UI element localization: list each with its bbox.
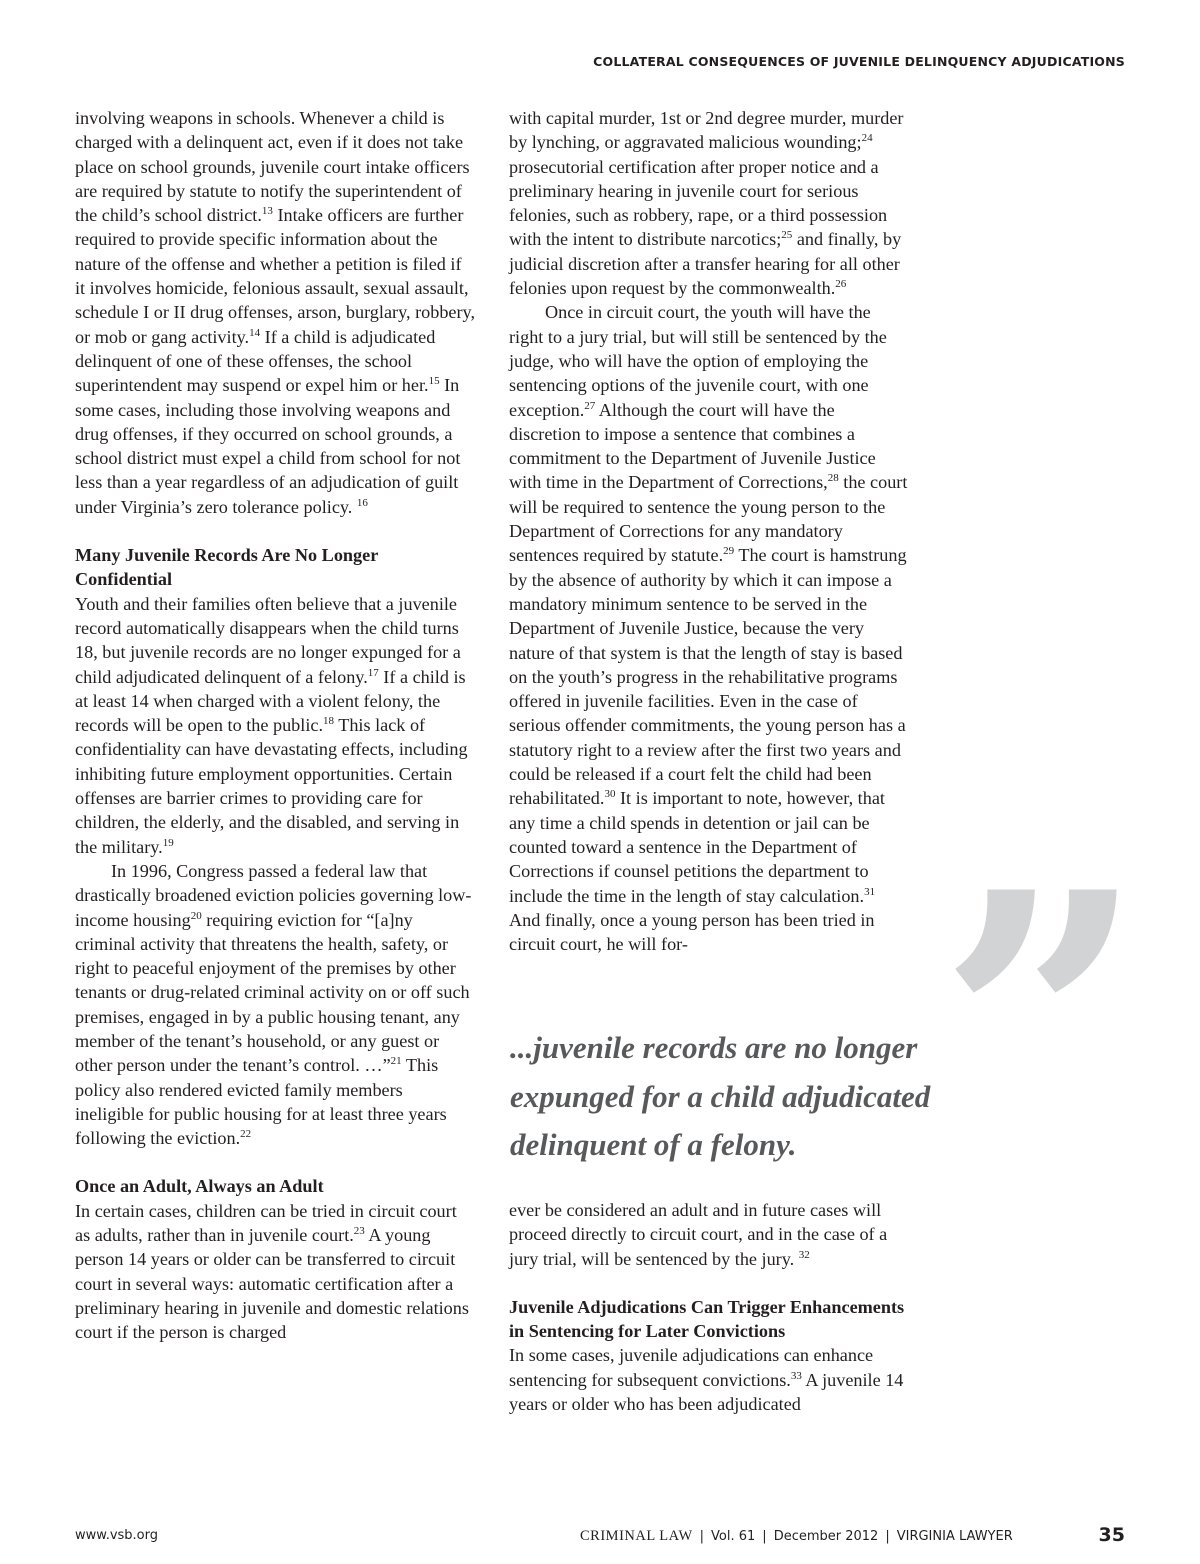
section-heading: Once an Adult, Always an Adult — [75, 1176, 324, 1197]
paragraph: In some cases, juvenile adjudications can enhance sentencing for subsequent convictions.$^{33}$ A juvenile 14 years or older who has been adjudicated — [509, 1345, 904, 1415]
paragraph: In certain cases, children can be tried in circuit court as adults, rather than in juvenile court.$^{23}$ A young person 14 years or older can be transferred to circuit court in several ways: automatic certification after a preliminary hearing in juvenile and domestic relations court if the person is charged — [75, 1200, 469, 1343]
page-number: 35 — [1098, 1524, 1125, 1546]
separator: | — [885, 1529, 890, 1544]
footer-url[interactable]: www.vsb.org — [75, 1528, 159, 1543]
footnote-ref: 16 — [356, 496, 368, 509]
footnote-ref: 27 — [584, 399, 596, 412]
footnote-ref: 19 — [162, 836, 174, 849]
left-column — [75, 106, 475, 1345]
separator: | — [762, 1529, 767, 1544]
right-column-continued — [509, 1198, 909, 1416]
section-heading: Juvenile Adjudications Can Trigger Enhancements in Sentencing for Later Convictions — [509, 1296, 905, 1342]
footnote-ref: 24 — [861, 132, 873, 145]
footnote-ref: 23 — [353, 1225, 365, 1238]
right-column — [509, 106, 909, 956]
paragraph: involving weapons in schools. Whenever a child is charged with a delinquent act, even if it does not take place on school grounds, juvenile court intake officers are required by statute to notify the superintendent of the child’s school district.$^{13}$ Intake officers are further required to provide specific information about the nature of the offense and whether a petition is filed if it involves homicide, felonious assault, sexual assault, schedule I or II drug offenses, arson, burglary, robbery, or mob or gang activity.$^{14}$ If a child is adjudicated delinquent of one of these offenses, the school superintendent may suspend or expel him or her.$^{15}$ In some cases, including those involving weapons and drug offenses, if they occurred on school grounds, a school district must expel a child from school for not less than a year regardless of an adjudication of guilt under Virginia’s zero tolerance policy. $^{16}$ — [75, 108, 475, 517]
footnote-ref: 22 — [240, 1128, 252, 1141]
footnote-ref: 30 — [604, 788, 616, 801]
footer-publication: VIRGINIA LAWYER — [896, 1529, 1013, 1544]
footer-section: CRIMINAL LAW — [580, 1528, 693, 1544]
footer-volume: Vol. 61 — [711, 1529, 756, 1544]
footnote-ref: 13 — [261, 205, 273, 218]
quote-mark-icon: ” — [938, 814, 1146, 1237]
footnote-ref: 15 — [428, 375, 440, 388]
footnote-ref: 29 — [723, 545, 735, 558]
footnote-ref: 21 — [390, 1055, 402, 1068]
separator: | — [699, 1529, 705, 1544]
footnote-ref: 28 — [827, 472, 839, 485]
section-heading: Many Juvenile Records Are No Longer Confidential — [75, 545, 378, 590]
footnote-ref: 32 — [798, 1248, 810, 1261]
footer-date: December 2012 — [773, 1529, 879, 1544]
footnote-ref: 26 — [835, 278, 847, 291]
paragraph: In 1996, Congress passed a federal law that drastically broadened eviction policies governing low-income housing$^{20}$ requiring eviction for “[a]ny criminal activity that threatens the health, safety, or right to peaceful enjoyment of the premises by other tenants or drug-related criminal activity on or off such premises, engaged in by a public housing tenant, any member of the tenant’s household, or any guest or other person under the tenant’s control. …”$^{21}$ This policy also rendered evicted family members ineligible for public housing for at least three years following the eviction.$^{22}$ — [75, 860, 472, 1149]
footnote-ref: 31 — [864, 885, 876, 898]
footnote-ref: 33 — [790, 1369, 802, 1382]
footnote-ref: 18 — [323, 715, 334, 728]
footnote-ref: 17 — [367, 666, 379, 679]
pull-quote: ...juvenile records are no longer expunged for a child adjudicated delinquent of a felony. — [510, 1030, 931, 1162]
paragraph: Youth and their families often believe that a juvenile record automatically disappears when the child turns 18, but juvenile records are no longer expunged for a child adjudicated delinquent of a felony.$^{17}$ If a child is at least 14 when charged with a violent felony, the records will be open to the public.$^{18}$ This lack of confidentiality can have devastating effects, including inhibiting future employment opportunities. Certain offenses are barrier crimes to providing care for children, the elderly, and the disabled, and serving in the military.$^{19}$ — [75, 593, 468, 857]
paragraph: with capital murder, 1st or 2nd degree murder, murder by lynching, or aggravated malicious wounding;$^{24}$ prosecutorial certification after proper notice and a preliminary hearing in juvenile court for serious felonies, such as robbery, rape, or a third possession with the intent to distribute narcotics;$^{25}$ and finally, by judicial discretion after a transfer hearing for all other felonies upon request by the commonwealth.$^{26}$ — [509, 108, 904, 299]
footnote-ref: 20 — [190, 909, 202, 922]
paragraph: Once in circuit court, the youth will have the right to a jury trial, but will still be sentenced by the judge, who will have the option of employing the sentencing options of the juvenile court, with one exception.$^{27}$ Although the court will have the discretion to impose a sentence that combines a commitment to the Department of Juvenile Justice with time in the Department of Corrections,$^{28}$ the court will be required to sentence the young person to the Department of Corrections for any mandatory sentences required by statute.$^{29}$ The court is hamstrung by the absence of authority by which it can impose a mandatory minimum sentence to be served in the Department of Juvenile Justice, because the very nature of that system is that the length of stay is based on the youth’s progress in the rehabilitative programs offered in juvenile facilities. Even in the case of serious offender commitments, the young person has a statutory right to a review after the first two years and could be released if a court felt the child had been rehabilitated.$^{30}$ It is important to note, however, that any time a child spends in detention or jail can be counted toward a sentence in the Department of Corrections if counsel petitions the department to include the time in the length of stay calculation.$^{31}$ And finally, once a young person has been tried in circuit court, he will for- — [509, 302, 908, 955]
footnote-ref: 14 — [249, 326, 261, 339]
running-header: COLLATERAL CONSEQUENCES OF JUVENILE DELINQUENCY ADJUDICATIONS — [593, 54, 1125, 69]
footer-info — [580, 1528, 1013, 1545]
paragraph: ever be considered an adult and in future cases will proceed directly to circuit court, and in the case of a jury trial, will be sentenced by the jury. $^{32}$ — [509, 1200, 888, 1269]
footnote-ref: 25 — [781, 229, 793, 242]
